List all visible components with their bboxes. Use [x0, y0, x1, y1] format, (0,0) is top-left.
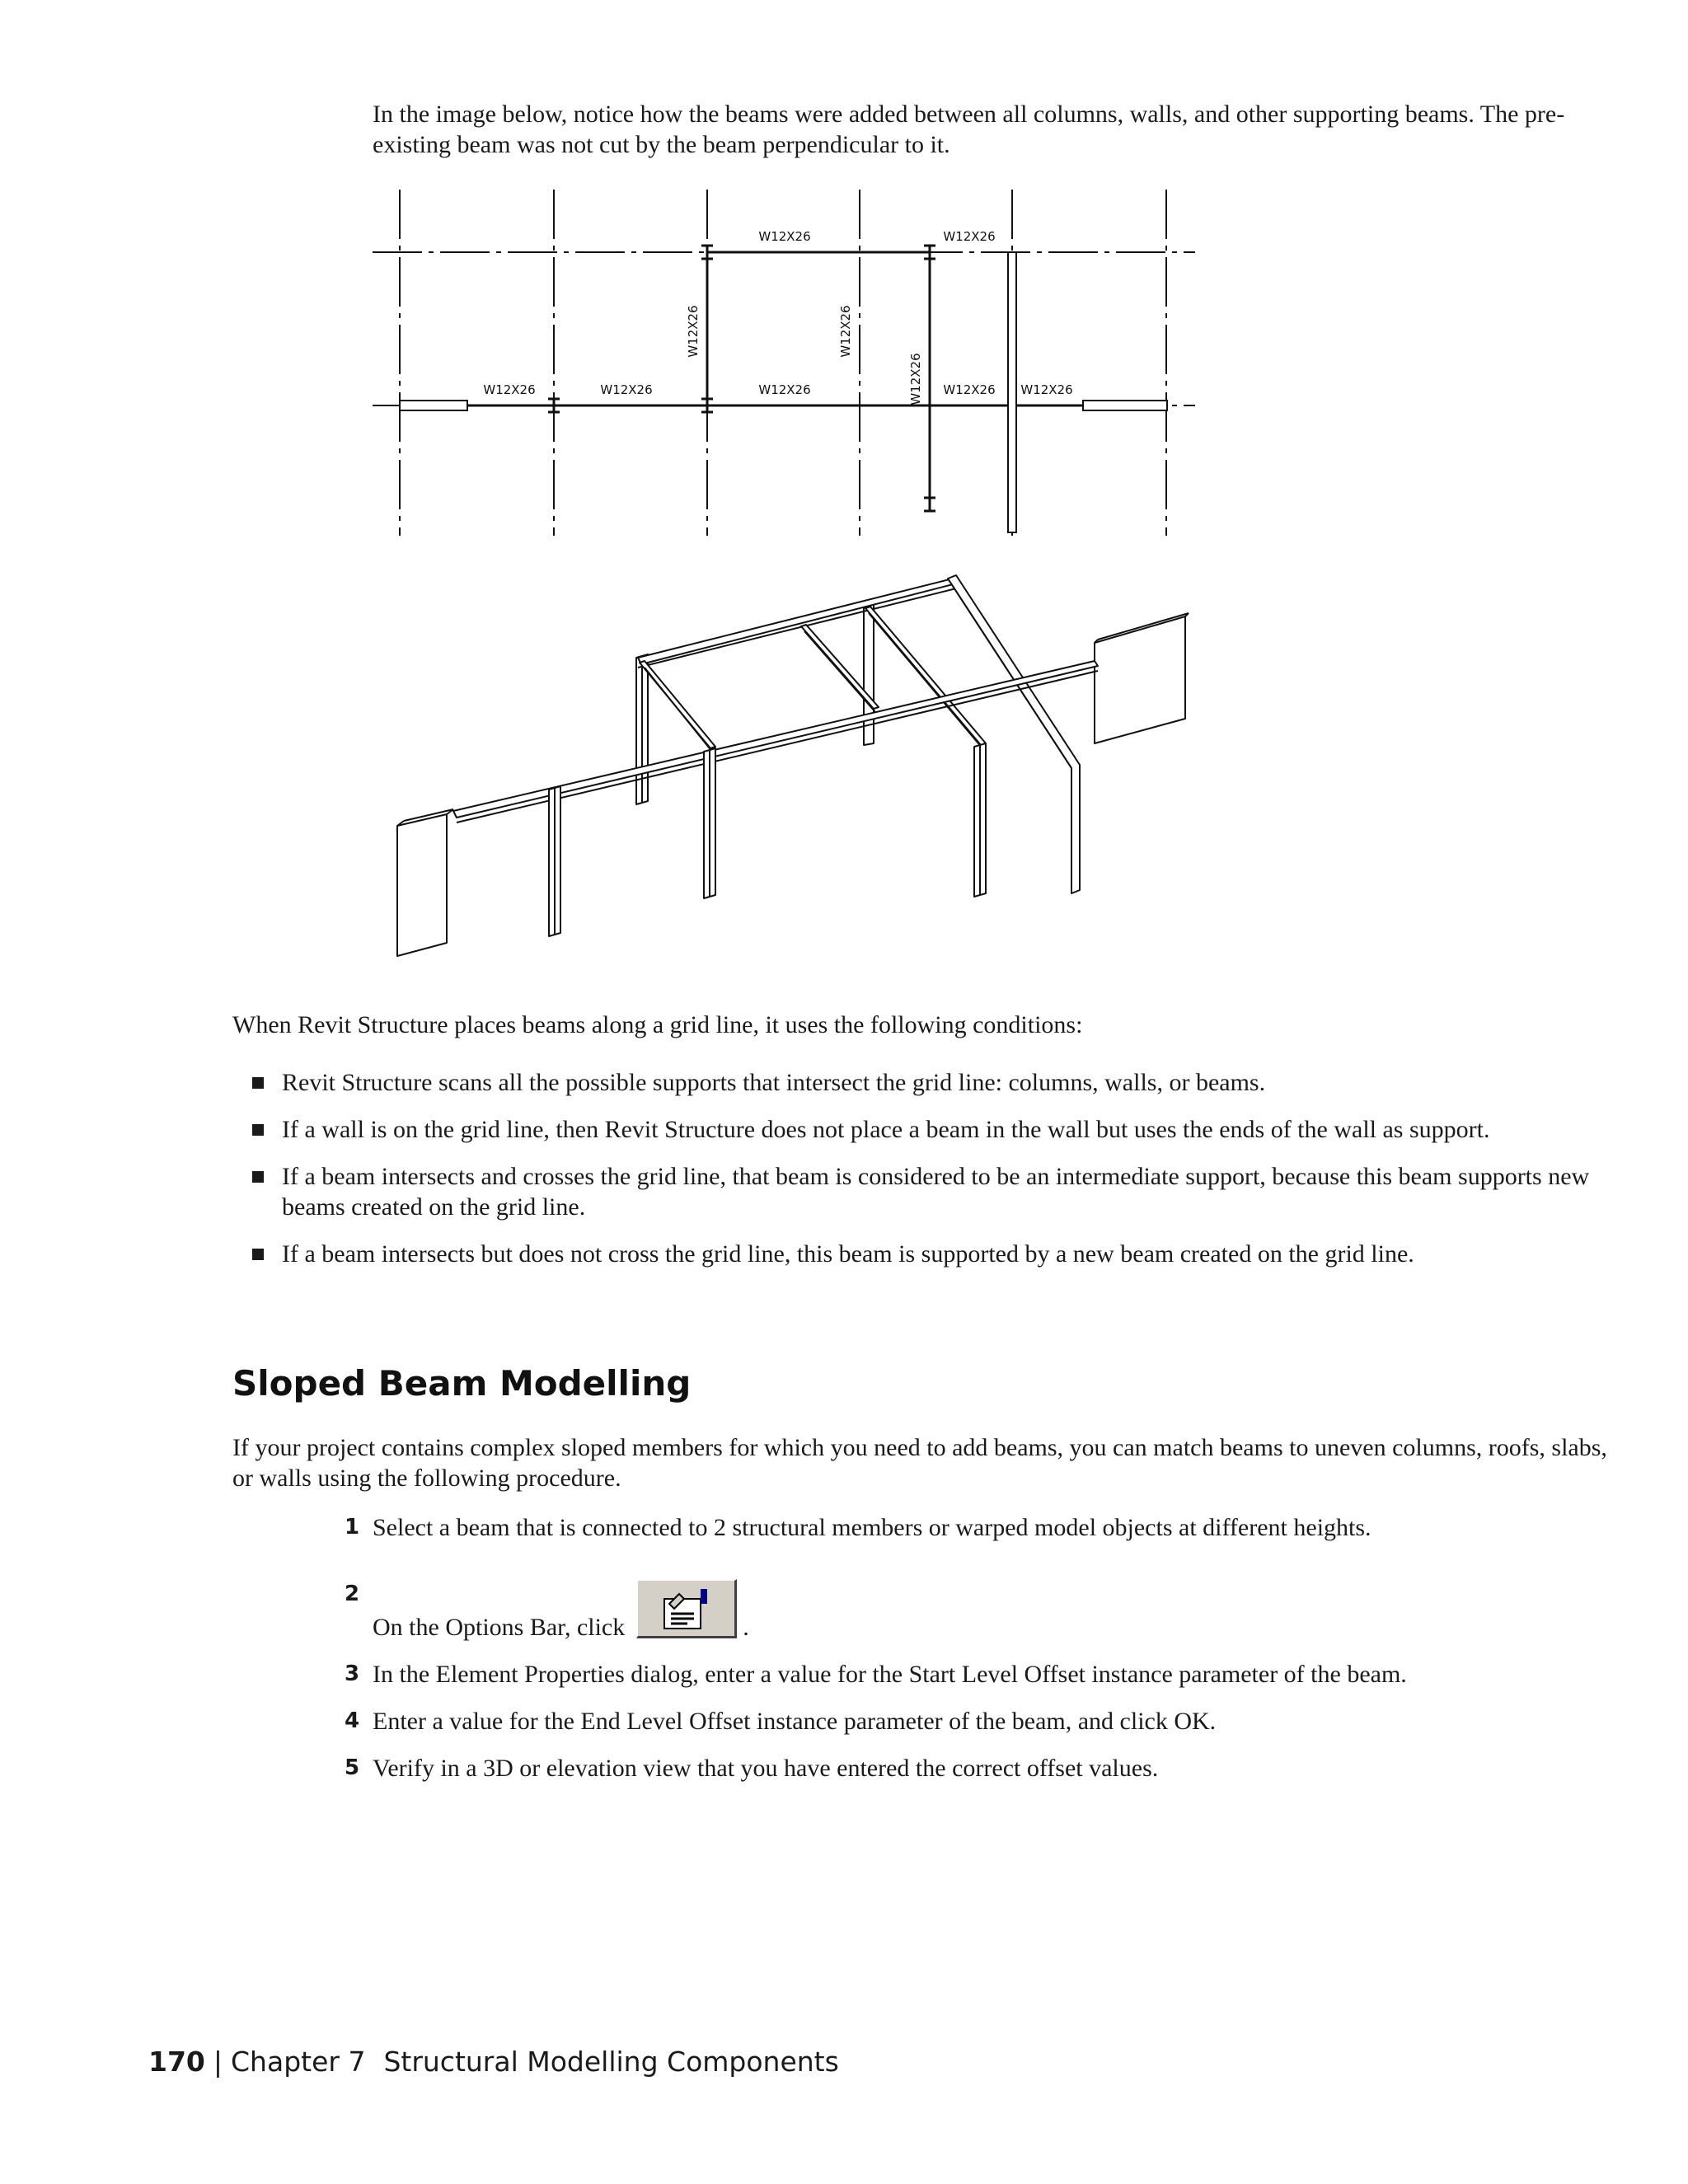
label-top-beam-1: W12X26 — [758, 229, 811, 244]
label-bottom-beam-5: W12X26 — [1020, 382, 1073, 397]
step-text: Select a beam that is connected to 2 structural members or warped model objects at different heights. — [373, 1514, 1372, 1541]
bullet-square-icon — [252, 1171, 264, 1183]
condition-text: If a beam intersects but does not cross the grid line, this beam is supported by a new beam created on the grid line. — [282, 1240, 1414, 1268]
step-text-after: . — [743, 1614, 749, 1641]
step-number: 5 — [345, 1755, 360, 1780]
element-properties-icon — [663, 1587, 712, 1632]
label-bottom-beam-1: W12X26 — [483, 382, 536, 397]
procedure-steps — [345, 1512, 1630, 1800]
list-item — [249, 1239, 1617, 1269]
step-text: On the Options Bar, click — [373, 1614, 626, 1641]
element-properties-button[interactable] — [636, 1579, 737, 1638]
intro-paragraph: In the image below, notice how the beams were added between all columns, walls, and other supporting beams. The pre-existing beam was not cut by the beam perpendicular to it. — [373, 101, 1565, 158]
page-footer — [148, 2046, 839, 2079]
footer-separator: | — [213, 2046, 223, 2078]
condition-text: If a beam intersects and crosses the grid line, that beam is considered to be an intermediate support, because this beam supports new beams created on the grid line. — [282, 1163, 1590, 1221]
step-text: Verify in a 3D or elevation view that you have entered the correct offset values. — [373, 1755, 1159, 1782]
step-number: 3 — [345, 1661, 360, 1686]
label-bottom-beam-2: W12X26 — [600, 382, 653, 397]
list-item — [249, 1114, 1617, 1145]
beam-plan-view-diagram — [363, 181, 1212, 544]
section-heading: Sloped Beam Modelling — [232, 1363, 692, 1404]
condition-text: If a wall is on the grid line, then Revit Structure does not place a beam in the wall but uses the ends of the wall as support. — [282, 1116, 1490, 1143]
step-number: 4 — [345, 1708, 360, 1733]
list-item — [249, 1067, 1617, 1098]
page-number: 170 — [148, 2046, 205, 2078]
label-vertical-beam-2: W12X26 — [838, 305, 853, 358]
step-item — [345, 1753, 1630, 1783]
step-item — [345, 1512, 1630, 1543]
step-number: 2 — [345, 1582, 360, 1606]
label-top-beam-2: W12X26 — [943, 229, 996, 244]
condition-text: Revit Structure scans all the possible supports that intersect the grid line: columns, walls, or beams. — [282, 1069, 1266, 1096]
label-vertical-beam-3: W12X26 — [908, 353, 923, 405]
conditions-list — [249, 1067, 1617, 1286]
chapter-title: Structural Modelling Components — [383, 2046, 839, 2078]
bullet-square-icon — [252, 1077, 264, 1089]
list-item — [249, 1161, 1617, 1222]
beam-3d-view-diagram — [387, 569, 1212, 981]
chapter-label: Chapter 7 — [231, 2046, 366, 2078]
sloped-intro-paragraph: If your project contains complex sloped members for which you need to add beams, you can match beams to uneven columns, roofs, slabs, or walls using the following procedure. — [232, 1434, 1607, 1492]
bullet-square-icon — [252, 1249, 264, 1260]
step-item — [345, 1706, 1630, 1736]
step-text: Enter a value for the End Level Offset instance parameter of the beam, and click OK. — [373, 1708, 1217, 1735]
label-bottom-beam-4: W12X26 — [943, 382, 996, 397]
step-item — [345, 1659, 1630, 1690]
step-number: 1 — [345, 1515, 360, 1540]
conditions-intro: When Revit Structure places beams along a grid line, it uses the following conditions: — [232, 1011, 1083, 1038]
label-vertical-beam-1: W12X26 — [686, 305, 701, 358]
step-item — [345, 1579, 1630, 1643]
step-text: In the Element Properties dialog, enter a value for the Start Level Offset instance parameter of the beam. — [373, 1661, 1407, 1688]
bullet-square-icon — [252, 1124, 264, 1136]
label-bottom-beam-3: W12X26 — [758, 382, 811, 397]
